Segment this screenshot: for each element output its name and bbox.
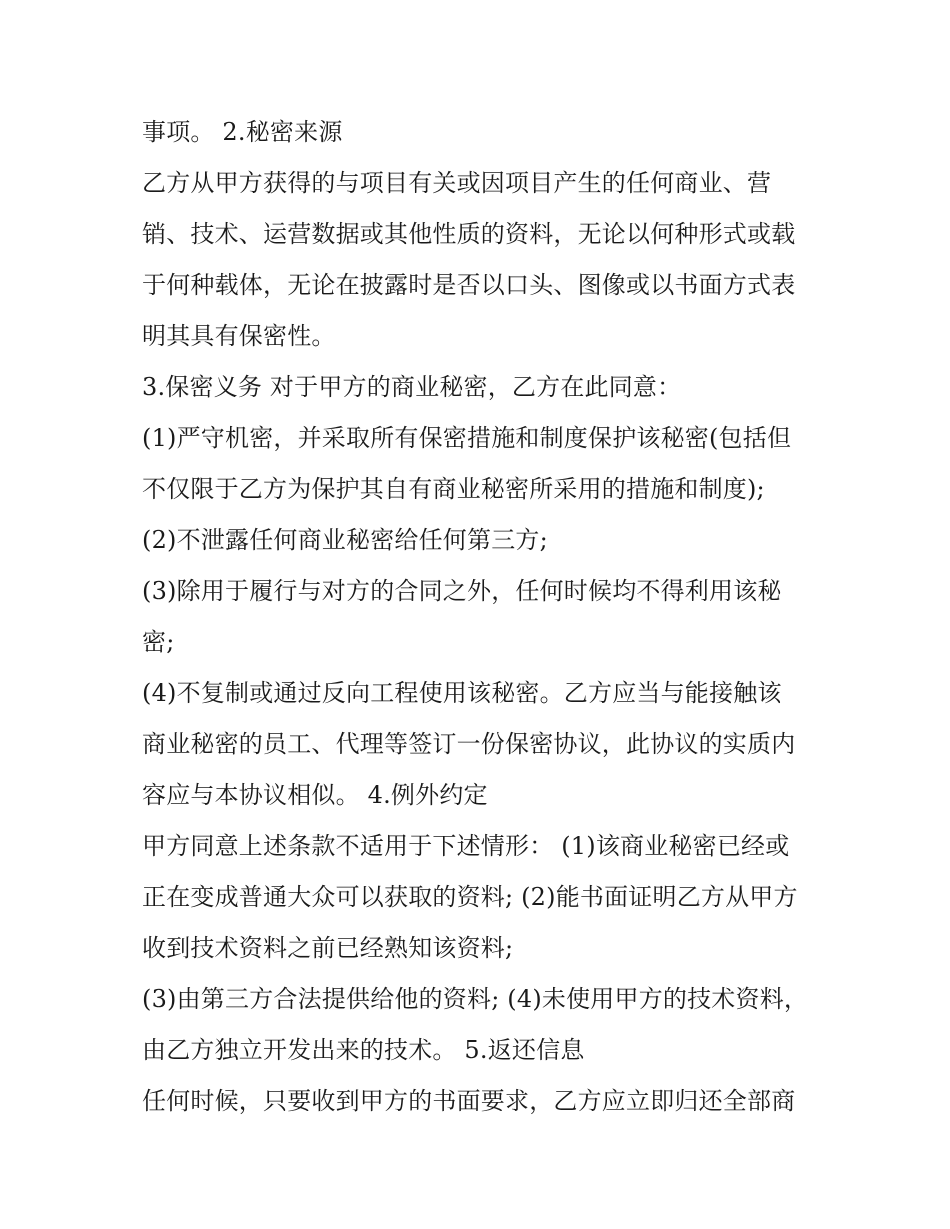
text-line: 收到技术资料之前已经熟知该资料; xyxy=(142,934,514,962)
text-line: 甲方同意上述条款不适用于下述情形： (1)该商业秘密已经或 xyxy=(142,832,790,860)
document-body xyxy=(142,107,822,1127)
text-line: 正在变成普通大众可以获取的资料; (2)能书面证明乙方从甲方 xyxy=(142,883,798,911)
text-line: 任何时候，只要收到甲方的书面要求，乙方应立即归还全部商 xyxy=(142,1087,796,1115)
text-line: 事项。 2.秘密来源 xyxy=(142,118,343,146)
text-line: 密; xyxy=(142,628,175,656)
text-line: 商业秘密的员工、代理等签订一份保密协议，此协议的实质内 xyxy=(142,730,796,758)
text-line: 明其具有保密性。 xyxy=(142,322,336,350)
text-line: 销、技术、运营数据或其他性质的资料，无论以何种形式或载 xyxy=(142,220,796,248)
text-line: (3)除用于履行与对方的合同之外，任何时候均不得利用该秘 xyxy=(142,577,782,605)
text-line: 不仅限于乙方为保护其自有商业秘密所采用的措施和制度); xyxy=(142,475,765,503)
text-line: (2)不泄露任何商业秘密给任何第三方; xyxy=(142,526,548,554)
text-line: 由乙方独立开发出来的技术。 5.返还信息 xyxy=(142,1036,585,1064)
text-line: 乙方从甲方获得的与项目有关或因项目产生的任何商业、营 xyxy=(142,169,772,197)
text-line: 3.保密义务 对于甲方的商业秘密，乙方在此同意： xyxy=(142,373,682,401)
text-line: (1)严守机密，并采取所有保密措施和制度保护该秘密(包括但 xyxy=(142,424,792,452)
text-line: 于何种载体，无论在披露时是否以口头、图像或以书面方式表 xyxy=(142,271,796,299)
text-line: (3)由第三方合法提供给他的资料; (4)未使用甲方的技术资料， xyxy=(142,985,809,1013)
text-line: 容应与本协议相似。 4.例外约定 xyxy=(142,781,488,809)
text-line: (4)不复制或通过反向工程使用该秘密。乙方应当与能接触该 xyxy=(142,679,782,707)
